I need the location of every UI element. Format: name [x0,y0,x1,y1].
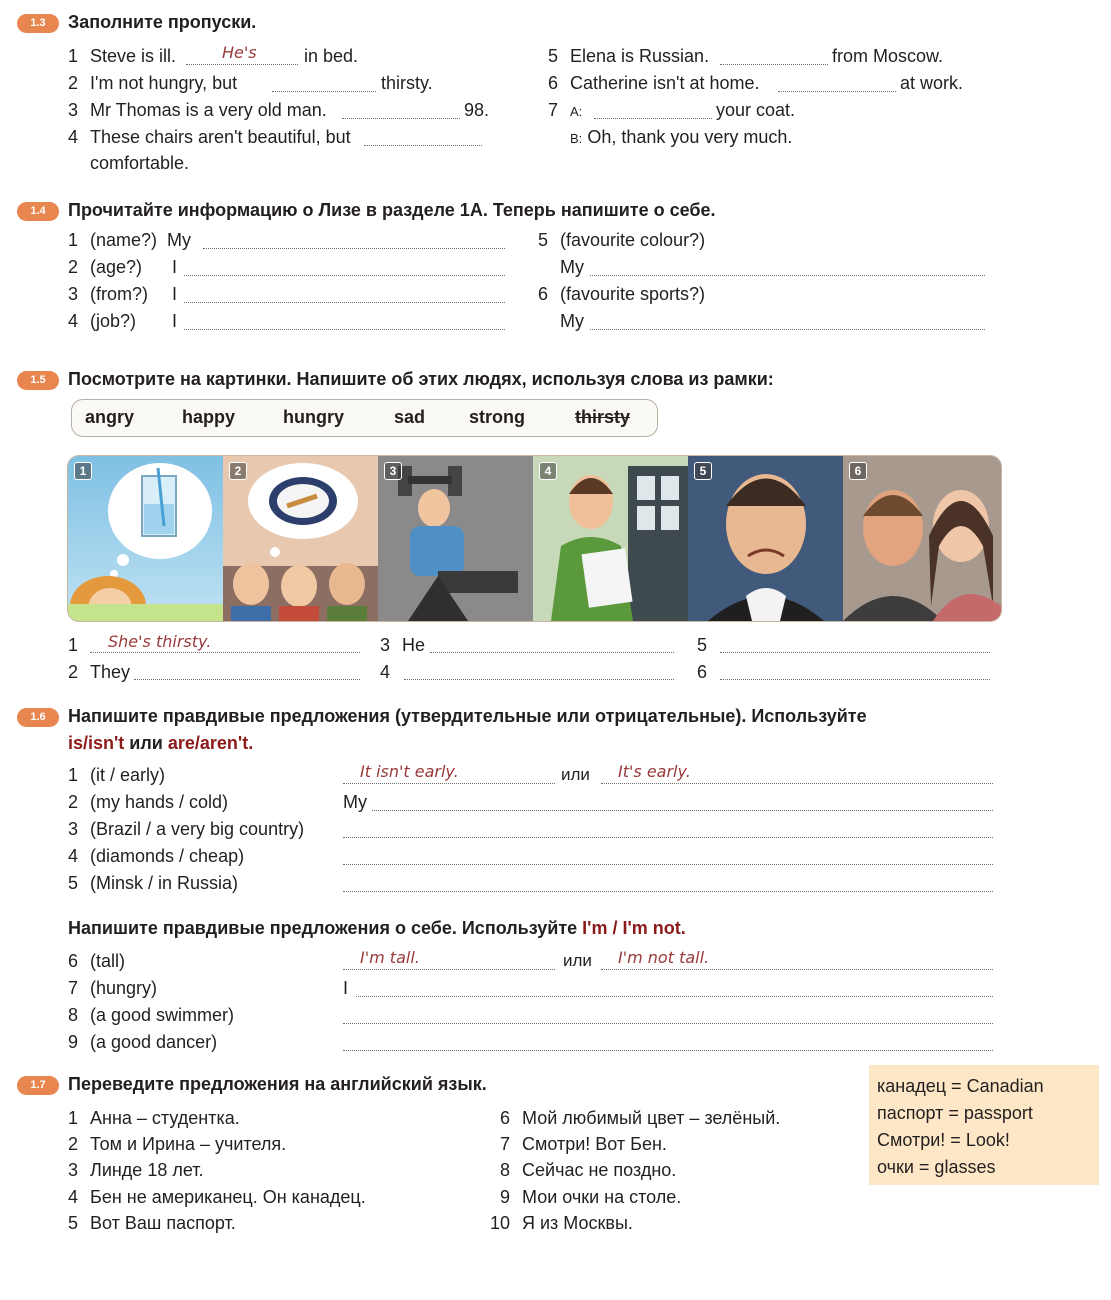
translate-item: 3 Линде 18 лет. [68,1160,204,1180]
picture-strip [67,455,1002,622]
exercise-item: 2 (age?) [68,257,143,277]
answer-line[interactable] [590,329,985,330]
answer-line[interactable] [272,91,376,92]
sad-man-illustration [688,456,843,621]
item-text: your coat. [716,100,796,120]
item-text: from Moscow. [832,46,944,66]
exercise-heading-1-7: Переведите предложения на английский язык. [68,1074,487,1094]
exercise-item: 4 (job?) [68,311,137,331]
exercise-badge-1-3: 1.3 [17,14,59,33]
panel-number: 4 [539,462,557,480]
translate-item: 5 Вот Ваш паспорт. [68,1213,236,1233]
handwritten-answer: It isn't early. [360,762,459,781]
picture-panel-5 [688,456,843,621]
exercise-heading-1-4: Прочитайте информацию о Лизе в разделе 1A. Теперь напишите о себе. [68,200,716,220]
exercise-item: 6 [697,662,708,682]
answer-line[interactable] [343,783,555,784]
handwritten-answer: It's early. [618,762,691,781]
answer-line[interactable] [590,275,985,276]
dialogue-line: B: Oh, thank you very much. [570,127,793,147]
answer-line[interactable] [594,118,712,119]
angry-people-illustration [843,456,1001,621]
word-box [71,399,658,437]
strong-man-illustration [378,456,533,621]
exercise-item: 5 [697,635,708,655]
item-text: thirsty. [381,73,433,93]
exercise-item: 2 They [68,662,131,682]
handwritten-answer: I'm tall. [360,948,420,967]
handwritten-answer: She's thirsty. [108,632,212,651]
exercise-item: 8 (a good swimmer) [68,1005,235,1025]
glossary-entry: канадец = Canadian [877,1076,1044,1096]
exercise-item: 5 (favourite colour?) [538,230,706,250]
answer-line[interactable] [343,969,555,970]
item-text: at work. [900,73,964,93]
glossary-entry: Смотри! = Look! [877,1130,1010,1150]
exercise-item: 6 Catherine isn't at home. [548,73,760,93]
exercise-item: 3 (Brazil / a very big country) [68,819,305,839]
picture-panel-3 [378,456,533,621]
exercise-item: 5 (Minsk / in Russia) [68,873,239,893]
answer-line[interactable] [404,679,674,680]
thirsty-woman-illustration [68,456,223,621]
translate-item: 4 Бен не американец. Он канадец. [68,1187,366,1207]
picture-panel-2 [223,456,378,621]
answer-line[interactable] [778,91,896,92]
panel-number: 3 [384,462,402,480]
answer-line[interactable] [720,679,990,680]
item-text: I [172,284,178,304]
exercise-heading-1-5: Посмотрите на картинки. Напишите об этих людях, используя слова из рамки: [68,369,774,389]
word-strong: strong [469,407,525,427]
exercise-item: 7 (hungry) [68,978,158,998]
handwritten-answer: I'm not tall. [618,948,710,967]
word-happy: happy [182,407,236,427]
panel-number: 5 [694,462,712,480]
answer-line[interactable] [134,679,360,680]
panel-number: 2 [229,462,247,480]
translate-item: 9 Мои очки на столе. [500,1187,682,1207]
answer-line[interactable] [184,329,505,330]
answer-line[interactable] [343,864,993,865]
item-text: in bed. [304,46,359,66]
exercise-badge-1-6: 1.6 [17,708,59,727]
exercise-item: 2 I'm not hungry, but [68,73,238,93]
picture-panel-4 [533,456,688,621]
exercise-badge-1-4: 1.4 [17,202,59,221]
item-text: My [343,792,367,812]
item-text: I [172,311,178,331]
panel-number: 6 [849,462,867,480]
or-label: или [563,951,592,970]
exercise-item: 3 He [380,635,426,655]
item-text: My [560,311,584,331]
exercise-item: 1 (name?) My [68,230,192,250]
answer-line[interactable] [343,837,993,838]
translate-item: 2 Том и Ирина – учителя. [68,1134,287,1154]
item-text: 98. [464,100,490,120]
exercise-item: 2 (my hands / cold) [68,792,229,812]
exercise-item: 6 (tall) [68,951,125,971]
item-text: I [343,978,349,998]
hungry-people-illustration [223,456,378,621]
exercise-item: 9 (a good dancer) [68,1032,218,1052]
exercise-heading-1-6-line2: is/isn't или are/aren't. [68,733,254,753]
answer-line[interactable] [372,810,993,811]
exercise-item: 4 (diamonds / cheap) [68,846,245,866]
glossary-entry: паспорт = passport [877,1103,1033,1123]
answer-line[interactable] [184,275,505,276]
word-sad: sad [394,407,426,427]
exercise-item: 5 Elena is Russian. [548,46,710,66]
item-text: I [172,257,178,277]
vocabulary-box [869,1065,1099,1185]
exercise-item: 3 Mr Thomas is a very old man. [68,100,327,120]
exercise-heading-1-6: Напишите правдивые предложения (утвердительные или отрицательные). Используйте [68,706,867,726]
exercise-item: 4 [380,662,391,682]
answer-line[interactable] [343,1050,993,1051]
exercise-badge-1-7: 1.7 [17,1076,59,1095]
answer-line[interactable] [342,118,460,119]
word-hungry: hungry [283,407,344,427]
exercise-item: 3 (from?) [68,284,148,304]
sub-heading: Напишите правдивые предложения о себе. Используйте I'm / I'm not. [68,918,686,938]
answer-line[interactable] [356,996,993,997]
item-text: comfortable. [90,153,190,173]
exercise-heading-1-3: Заполните пропуски. [68,12,257,32]
or-label: или [561,765,590,784]
panel-number: 1 [74,462,92,480]
exercise-item: 7 A: [548,100,583,120]
answer-line[interactable] [364,145,482,146]
handwritten-answer: He's [222,43,257,62]
answer-line[interactable] [601,783,993,784]
word-angry: angry [85,407,135,427]
happy-man-illustration [533,456,688,621]
picture-panel-6 [843,456,1001,621]
glossary-entry: очки = glasses [877,1157,996,1177]
answer-line[interactable] [720,652,990,653]
exercise-item: 4 These chairs aren't beautiful, but [68,127,351,147]
translate-item: 10 Я из Москвы. [490,1213,633,1233]
answer-line[interactable] [430,652,674,653]
answer-line[interactable] [601,969,993,970]
answer-line[interactable] [343,1023,993,1024]
exercise-item: 6 (favourite sports?) [538,284,706,304]
answer-line[interactable] [203,248,505,249]
word-thirsty: thirsty [575,407,631,427]
answer-line[interactable] [720,64,828,65]
translate-item: 6 Мой любимый цвет – зелёный. [500,1108,781,1128]
item-text: My [560,257,584,277]
translate-item: 1 Анна – студентка. [68,1108,240,1128]
exercise-badge-1-5: 1.5 [17,371,59,390]
answer-line[interactable] [186,64,298,65]
exercise-item: 1 (it / early) [68,765,166,785]
translate-item: 7 Смотри! Вот Бен. [500,1134,667,1154]
answer-line[interactable] [90,652,360,653]
answer-line[interactable] [184,302,505,303]
exercise-item: 1 [68,635,79,655]
picture-panel-1 [68,456,223,621]
exercise-item: 1 Steve is ill. [68,46,177,66]
translate-item: 8 Сейчас не поздно. [500,1160,677,1180]
answer-line[interactable] [343,891,993,892]
